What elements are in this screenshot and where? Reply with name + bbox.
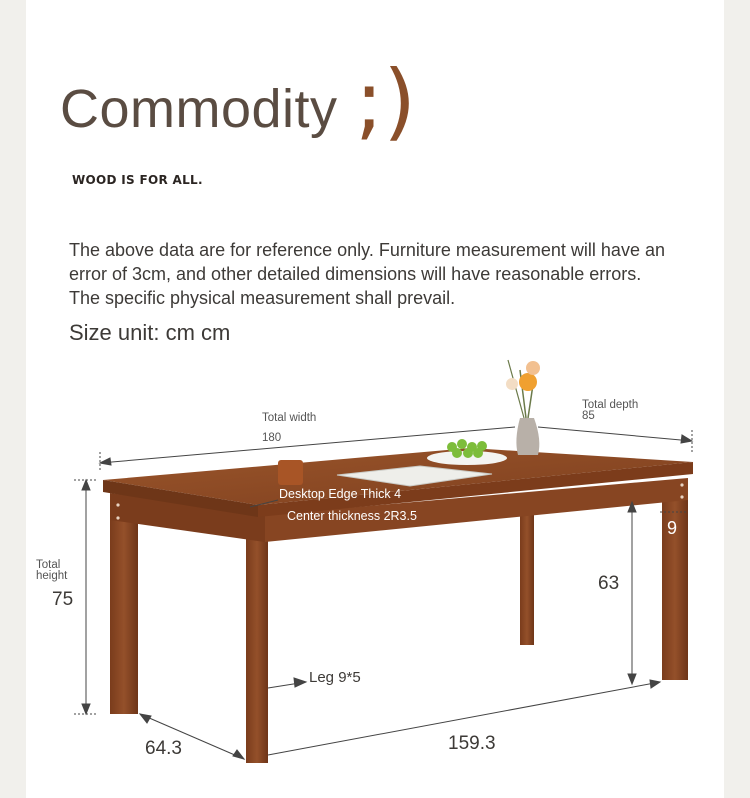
leg-bolt xyxy=(116,503,119,506)
cup xyxy=(278,460,303,485)
total-width-value: 180 xyxy=(262,432,282,444)
inner-depth-value: 64.3 xyxy=(145,738,182,759)
desktop-edge-label: Desktop Edge Thick 4 xyxy=(279,487,402,501)
back-left-leg xyxy=(520,505,534,645)
clearance-value: 63 xyxy=(598,573,620,594)
total-width-label: Total width xyxy=(262,412,317,424)
center-thickness-label: Center thickness 2R3.5 xyxy=(287,509,417,523)
front-right-leg xyxy=(246,515,268,763)
measurement-notice: The above data are for reference only. Furniture measurement will have an error of 3cm, and other detailed dimensions will have reasonable errors. The specific physical measurement shall prevail. xyxy=(69,240,665,308)
total-depth-value: 85 xyxy=(582,410,595,422)
total-height-label: Total height xyxy=(36,559,68,582)
total-depth-label: Total depth xyxy=(582,399,639,411)
size-unit-label: Size unit: cm cm xyxy=(69,320,231,345)
total-height-value: 75 xyxy=(52,589,74,610)
vase xyxy=(516,418,539,455)
inner-length-value: 159.3 xyxy=(448,733,496,754)
wink-emoticon: ;) xyxy=(355,52,417,150)
leg-bolt xyxy=(680,495,683,498)
flower xyxy=(519,373,537,391)
grapes xyxy=(447,439,487,458)
brand-tagline: WOOD IS FOR ALL. xyxy=(72,173,203,187)
leg-bolt xyxy=(680,483,683,486)
depth-dimension-line xyxy=(538,427,692,441)
page-title: Commodity xyxy=(60,79,338,139)
leg-bolt xyxy=(116,516,119,519)
front-left-leg xyxy=(110,498,138,714)
leg-size-label: Leg 9*5 xyxy=(309,669,361,686)
flower xyxy=(506,378,518,390)
apron-height-value: 9 xyxy=(667,518,678,538)
flower xyxy=(526,361,540,375)
